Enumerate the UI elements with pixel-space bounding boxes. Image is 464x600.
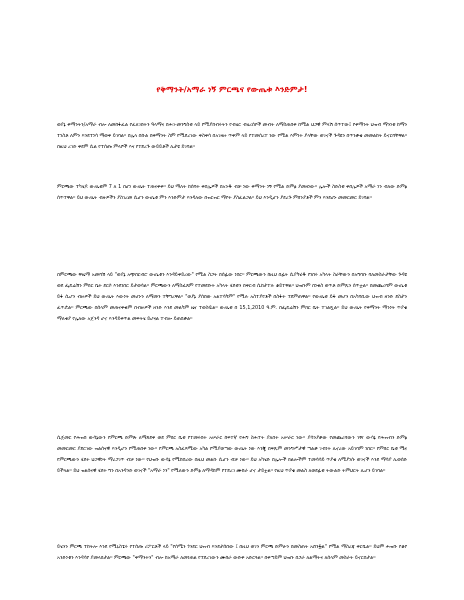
paragraph-1: ወያኔ ቅማንትን/አማራ ብሎ ለመከፋፈል የፈለገበትን ዓላማና በሕገ-መንግስቱ ላይ የሚያከብሩትን የብሄር ብሄረሰቦች መብት ለማስጠበቅ ከሚል ህጋዊ ምላሽ ሰጥተው፤ የቅማንት ህዝብ ማንነቱ ከማን ተነስቶ ለምን እንደተነሳ ማወቅ ይገባል። በሌላ በኩል በቅማንት ስም የሚደረገው ቅስቀሳ በአገዛዙ ጥቅም ላይ የተመሰረተ ነው የሚል እምነት ያላቸው ወገኖች ጉዳዩን በጥንቃቄ መመልከት ይኖርባቸዋል። በዚህ ረገድ ቀደም ሲል የተሰጡ ምላሾች እና የተደረጉ ውይይቶች ሊታዩ ይገባል። <box>57 122 407 150</box>
paragraph-3: በምርጫው ዋዜማ አመሻሽ ላይ "ወያኔ አጭበርብሮ ውጤቱን እንዳይቀይረው" የሚል ስጋት በሰፊው ነበር። ምርጫውን ከዚህ በፊት ሲያካሂዱ የነበሩ አካላት ስራቸውን በአግባቡ ባለመስራታቸው ጉዳዩ ወደ ፌዴሬሽን ምክር ቤት ደርሶ እንደነበር ይታወሳል። ምርጫውን ለማስፈጸም የተመደቡት አካላት ሂደቱን በቅርብ ሲከታተሉ ቆይተዋል። ህዝቡም በነቂስ ወጥቶ ድምጹን ሰጥቷል። በመጨረሻም ውጤቱ ይፋ ሲሆን ብዙዎች ይህ ውጤት እውነት መሆኑን ለማመን ተቸግረዋል። "ወያኔ ያሰበው አልተሳካም" የሚሉ አስተያየቶች በስፋት ተደምጠዋል። የውጤቱ ይፋ መሆን በአካባቢው ህዝብ ዘንድ ደስታን ፈጥሯል። ምርጫው በሰላም መጠናቀቁም በብዙዎች ዘንድ እንደ መልካም ዜና ተወስዷል። ውጤቱ በ 15,1,2010 ዓ.ም. በፌዴሬሽን ምክር ቤት ተገልጿል። ይህ ውጤት የቅማንት ማንነት ጥያቄ ማለቂያ የሌለው አጀንዳ ሆኖ እንዳይቀጥል መፍትሄ ይሆናል ተብሎ ይጠበቃል። <box>57 272 407 322</box>
paragraph-5: ይሄንን ምርጫ ተከትሎ እንደ የሚኒስቴሩ የተሰጡ ሪፖርቶች ላይ "የሰሜን ጎንደር ህዝብ እንደታሰበው ፤ በዚህ ወገን ምርጫ ድምፁን በመስጠት አሸንፏል" የሚል ማስረጃ ቀርቧል። ይህም ሕዝቡ የቆየ አንድነቱን እንዳሳየ ያመላክታል። ምርጫው "ቅማንትን" ብሎ ከአማራ ለመነጠል የተደረገውን ሙከራ ውድቅ አድርጓል። በቀጣይም ህዝቡ በጋራ ለልማትና ለሰላም መስራት ይኖርበታል። <box>57 544 407 561</box>
document-title: የቅማንት/አማራ ነኝ ምርጫና የውጤቱ እንድምታ! <box>156 84 308 94</box>
paragraph-4: ሲጀመር የሕዝበ ውሳኔውን የምርጫ ድምጽ ለማጸደቅ ወደ ምክር ቤቱ የተመሩበት አሠራር ከፍተኛ የሕግ ስሕተት ያለበት አሠራር ነው። ያሳንያቃው የመጨረሻውን ገዥ ውሳኔ የሕዝብን ድምፅ መመርመር ያደርገው ዝልሰናዊ እንዲሆን የሚጠበቅ ነው። የምርጫ አስፈጻሚው አካል የሚያወጣው ውጤት ነው እንጂ በፍጹም መንግሥታዊ ጣልቃ ገብነት ሊኖረው አይገባም ነበር። የምክር ቤቱ ሚና የምርጫውን ሂደት ህጋዊነት ማረጋገጥ ብቻ ነው። የህዝቡ ውሳኔ የሚከበረው በዚህ መልኩ ሲሆን ብቻ ነው። ይህ አካሄድ በሌሎች ክልሎችም ተመሳሳይ ጥያቄ ለሚያነሱ ወገኖች እንደ ማሳያ ሊወሰድ ይችላል። ይህ ዝልሰናዊ ሂደት ግን በአንዳንድ ወገኖች "አማራ ነን" የሚለውን ድምፅ ለማዳከም የተደረገ ሙከራ ሆኖ ታይቷል። የዚህ ጥያቄ መልስ ለወደፊቱ ትውልድ ትምህርት ሊሆን ይገባል። <box>57 435 407 474</box>
paragraph-2: ምርጫው ተካሄዶ ውጤቱም 7 ለ 1 በሆነ ውጤት ተጠናቀቀ። ይህ ማለት ከሰባት ቀበሌዎች በአንዱ ብቻ ነው ቅማንት ነኝ የሚል ድምፅ ያመዘነው። ሌሎች ስድስቱ ቀበሌዎች አማራ ነን ብለው ድምፅ ሰጥተዋል። ይህ ውጤት ብዙዎችን ያስገረመ ሲሆን ውጤቱ ምን እንድምታ እንዳለው በዝርዝር ማየት ያስፈልጋል። ይህ እንዲሆን ያደረጉ ምክንያቶች ምን እንደሆኑ መመርመር ይገባል። <box>57 184 407 201</box>
